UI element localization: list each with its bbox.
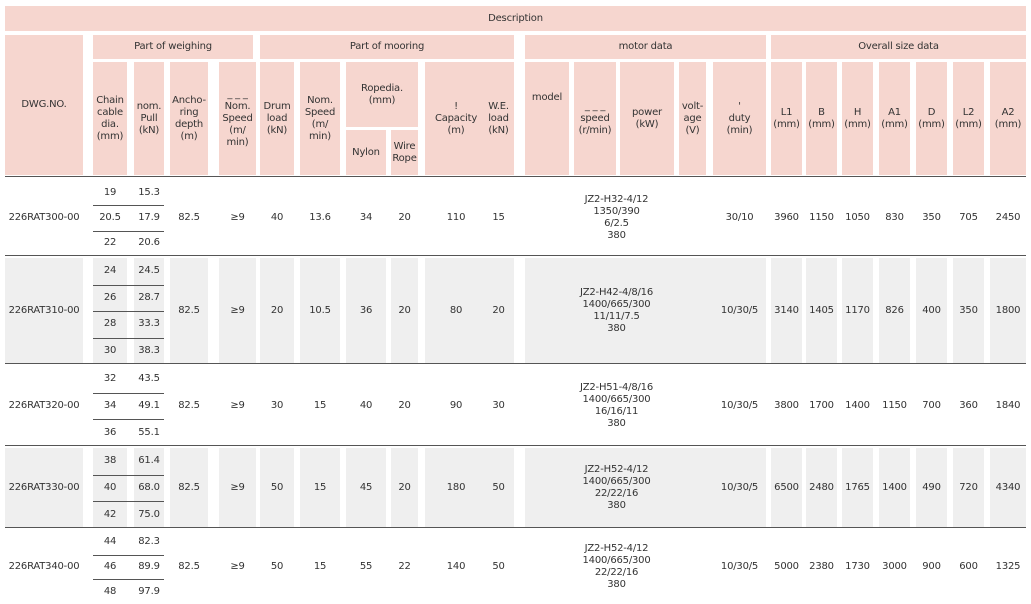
motor-gap (708, 530, 713, 604)
chain-dia-value: 22 (103, 237, 117, 249)
header-a2: A2 (mm) (990, 62, 1026, 175)
duty-value: 10/30/5 (720, 561, 759, 572)
b-value: 1150 (809, 212, 834, 223)
nom-pull-value: 75.0 (134, 501, 164, 528)
wspeed-value: ≥9 (230, 400, 245, 411)
d-value: 700 (922, 400, 941, 411)
chain-dia-value: 19 (103, 186, 117, 198)
header-speed: _ _ _ speed (r/min) (574, 62, 616, 175)
nylon-value: 55 (359, 561, 373, 572)
dwg-number: 226RAT310-00 (5, 258, 83, 364)
nom-pull-value: 49.1 (138, 399, 160, 411)
header-drum_load: Drum load (kN) (260, 62, 294, 175)
h-value: 1050 (845, 212, 870, 223)
dwg-number: 226RAT320-00 (8, 400, 80, 411)
nom-pull-value: 89.9 (138, 560, 160, 572)
sub-row-divider (93, 311, 164, 312)
motor-gap (708, 258, 713, 364)
nom-pull-value: 20.6 (138, 237, 160, 249)
header-dwg-no: DWG.NO. (5, 35, 83, 175)
dwg-number: 226RAT330-00 (5, 448, 83, 528)
drum-value: 40 (270, 212, 284, 223)
header-a1: A1 (mm) (879, 62, 910, 175)
capacity-value: 90 (449, 400, 463, 411)
sub-row-divider (93, 501, 164, 502)
header-nylon: Nylon (346, 130, 386, 175)
sub-row-divider (93, 205, 164, 206)
header-duty: ' duty (min) (713, 62, 766, 175)
d-value: 490 (916, 448, 947, 528)
drum-value: 20 (260, 258, 294, 364)
sub-row-divider (93, 231, 164, 232)
we-value: 30 (492, 400, 505, 411)
wire-value: 20 (398, 400, 411, 411)
duty-value: 10/30/5 (713, 448, 766, 528)
sub-row-divider (93, 555, 164, 556)
h-value: 1400 (845, 400, 870, 411)
nylon-value: 40 (359, 400, 373, 411)
depth-value: 82.5 (178, 561, 200, 572)
nom-pull-value: 24.5 (134, 258, 164, 285)
wire-value: 20 (391, 258, 418, 364)
a1-value: 1150 (882, 400, 907, 411)
sub-row-divider (93, 419, 164, 420)
d-value: 900 (922, 561, 941, 572)
d-value: 400 (916, 258, 947, 364)
a2-value: 1325 (995, 561, 1021, 572)
header-voltage: volt- age (V) (679, 62, 706, 175)
chain-dia-value: 48 (103, 585, 117, 597)
a2-value: 1800 (990, 258, 1026, 364)
nom-pull-value: 28.7 (134, 285, 164, 312)
chain-dia-value: 44 (103, 536, 117, 548)
chain-dia-value: 24 (93, 258, 127, 285)
chain-dia-value: 20.5 (99, 211, 121, 223)
capacity-value: 80 (425, 258, 487, 364)
nom-pull-value: 61.4 (134, 448, 164, 475)
header-power: power (kW) (620, 62, 674, 175)
h-value: 1765 (842, 448, 873, 528)
depth-value: 82.5 (178, 400, 200, 411)
a1-value: 3000 (882, 561, 907, 572)
capacity-value: 110 (446, 212, 466, 223)
mspeed-value: 15 (300, 448, 340, 528)
chain-dia-value: 26 (93, 285, 127, 312)
mspeed-value: 10.5 (300, 258, 340, 364)
d-value: 350 (922, 212, 941, 223)
header-l2: L2 (mm) (953, 62, 984, 175)
l1-value: 3140 (771, 258, 802, 364)
l1-value: 3800 (774, 400, 799, 411)
header-ropedia: Ropedia. (mm) (346, 62, 418, 127)
motor-gap (708, 448, 713, 528)
group-mooring-tail (483, 35, 514, 59)
a2-value: 1840 (995, 400, 1021, 411)
depth-value: 82.5 (178, 212, 200, 223)
header-l1: L1 (mm) (771, 62, 802, 175)
a1-value: 830 (885, 212, 904, 223)
mspeed-value: 13.6 (309, 212, 331, 223)
header-chain_dia: Chain cable dia. (mm) (93, 62, 127, 175)
sub-row-divider (93, 285, 164, 286)
nom-pull-value: 43.5 (138, 373, 160, 385)
group-mooring: Part of mooring (260, 35, 514, 59)
b-value: 1405 (806, 258, 837, 364)
nylon-value: 36 (346, 258, 386, 364)
l1-value: 5000 (774, 561, 799, 572)
header-capacity: ! Capacity (m) (425, 62, 487, 175)
group-weighing: Part of weighing (93, 35, 253, 59)
wire-value: 22 (398, 561, 411, 572)
nylon-value: 45 (346, 448, 386, 528)
header-wire-rope: Wire Rope (391, 130, 418, 175)
nylon-value: 34 (359, 212, 373, 223)
sub-row-divider (93, 393, 164, 394)
l1-value: 6500 (771, 448, 802, 528)
we-value: 20 (483, 258, 514, 364)
a2-value: 2450 (995, 212, 1021, 223)
duty-value: 10/30/5 (720, 400, 759, 411)
header-b: B (mm) (806, 62, 837, 175)
sub-row-divider (93, 579, 164, 580)
wspeed-value: ≥9 (230, 212, 245, 223)
nom-pull-value: 33.3 (134, 311, 164, 338)
we-value: 50 (483, 448, 514, 528)
header-h: H (mm) (842, 62, 873, 175)
h-value: 1170 (842, 258, 873, 364)
row-divider (5, 255, 1026, 256)
motor-data-value: JZ2-H52-4/12 1400/665/300 22/22/16 380 (582, 543, 651, 590)
b-value: 2380 (809, 561, 834, 572)
mspeed-value: 15 (313, 400, 327, 411)
wspeed-value: ≥9 (230, 561, 245, 572)
sub-row-divider (93, 475, 164, 476)
nom-pull-value: 15.3 (138, 186, 160, 198)
motor-data-value: JZ2-H32-4/12 1350/390 6/2.5 380 (584, 194, 649, 241)
duty-value: 10/30/5 (713, 258, 766, 364)
chain-dia-value: 40 (93, 475, 127, 502)
sub-row-divider (93, 338, 164, 339)
nom-pull-value: 97.9 (138, 585, 160, 597)
we-value: 50 (492, 561, 505, 572)
header-nom_pull: nom. Pull (kN) (134, 62, 164, 175)
motor-data-value: JZ2-H52-4/12 1400/665/300 22/22/16 380 (525, 448, 708, 528)
row-divider (5, 445, 1026, 446)
b-value: 2480 (806, 448, 837, 528)
motor-data-value: JZ2-H51-4/8/16 1400/665/300 16/16/11 380 (579, 382, 653, 429)
duty-value: 30/10 (725, 212, 754, 223)
nom-pull-value: 17.9 (138, 211, 160, 223)
wspeed-value: ≥9 (219, 258, 256, 364)
l1-value: 3960 (774, 212, 799, 223)
header-model: model (525, 62, 569, 175)
l2-value: 350 (953, 258, 984, 364)
chain-dia-value: 36 (103, 426, 117, 438)
dwg-number: 226RAT300-00 (8, 212, 80, 223)
motor-gap (708, 180, 713, 256)
a1-value: 1400 (879, 448, 910, 528)
capacity-value: 140 (446, 561, 466, 572)
depth-value: 82.5 (170, 258, 208, 364)
l2-value: 705 (959, 212, 978, 223)
chain-dia-value: 30 (93, 338, 127, 365)
motor-gap (708, 366, 713, 446)
row-divider (5, 363, 1026, 364)
a2-value: 4340 (990, 448, 1026, 528)
row-divider (5, 527, 1026, 528)
depth-value: 82.5 (170, 448, 208, 528)
header-d: D (mm) (916, 62, 947, 175)
header-nom_speed_m: Nom. Speed (m/ min) (300, 62, 340, 175)
header-divider (5, 176, 1026, 177)
l2-value: 360 (959, 400, 978, 411)
group-size: Overall size data (771, 35, 1026, 59)
group-motor: motor data (525, 35, 766, 59)
chain-dia-value: 38 (93, 448, 127, 475)
h-value: 1730 (845, 561, 870, 572)
wspeed-value: ≥9 (219, 448, 256, 528)
wire-value: 20 (391, 448, 418, 528)
chain-dia-value: 42 (93, 501, 127, 528)
header-nom_speed_w: _ _ _ Nom. Speed (m/ min) (219, 62, 256, 175)
nom-pull-value: 82.3 (138, 536, 160, 548)
header-anchoring_depth: Ancho- ring depth (m) (170, 62, 208, 175)
header-we_load: W.E. load (kN) (483, 62, 514, 175)
capacity-value: 180 (425, 448, 487, 528)
drum-value: 50 (260, 448, 294, 528)
chain-dia-value: 32 (103, 373, 117, 385)
a1-value: 826 (879, 258, 910, 364)
description-header: Description (5, 6, 1026, 31)
chain-dia-value: 34 (103, 399, 117, 411)
chain-dia-value: 28 (93, 311, 127, 338)
wire-value: 20 (398, 212, 411, 223)
dwg-number: 226RAT340-00 (8, 561, 80, 572)
we-value: 15 (492, 212, 505, 223)
chain-dia-value: 46 (103, 560, 117, 572)
motor-data-value: JZ2-H42-4/8/16 1400/665/300 11/11/7.5 380 (525, 258, 708, 364)
nom-pull-value: 55.1 (138, 426, 160, 438)
l2-value: 600 (959, 561, 978, 572)
b-value: 1700 (809, 400, 834, 411)
drum-value: 50 (270, 561, 284, 572)
nom-pull-value: 38.3 (134, 338, 164, 365)
drum-value: 30 (270, 400, 284, 411)
l2-value: 720 (953, 448, 984, 528)
nom-pull-value: 68.0 (134, 475, 164, 502)
mspeed-value: 15 (313, 561, 327, 572)
